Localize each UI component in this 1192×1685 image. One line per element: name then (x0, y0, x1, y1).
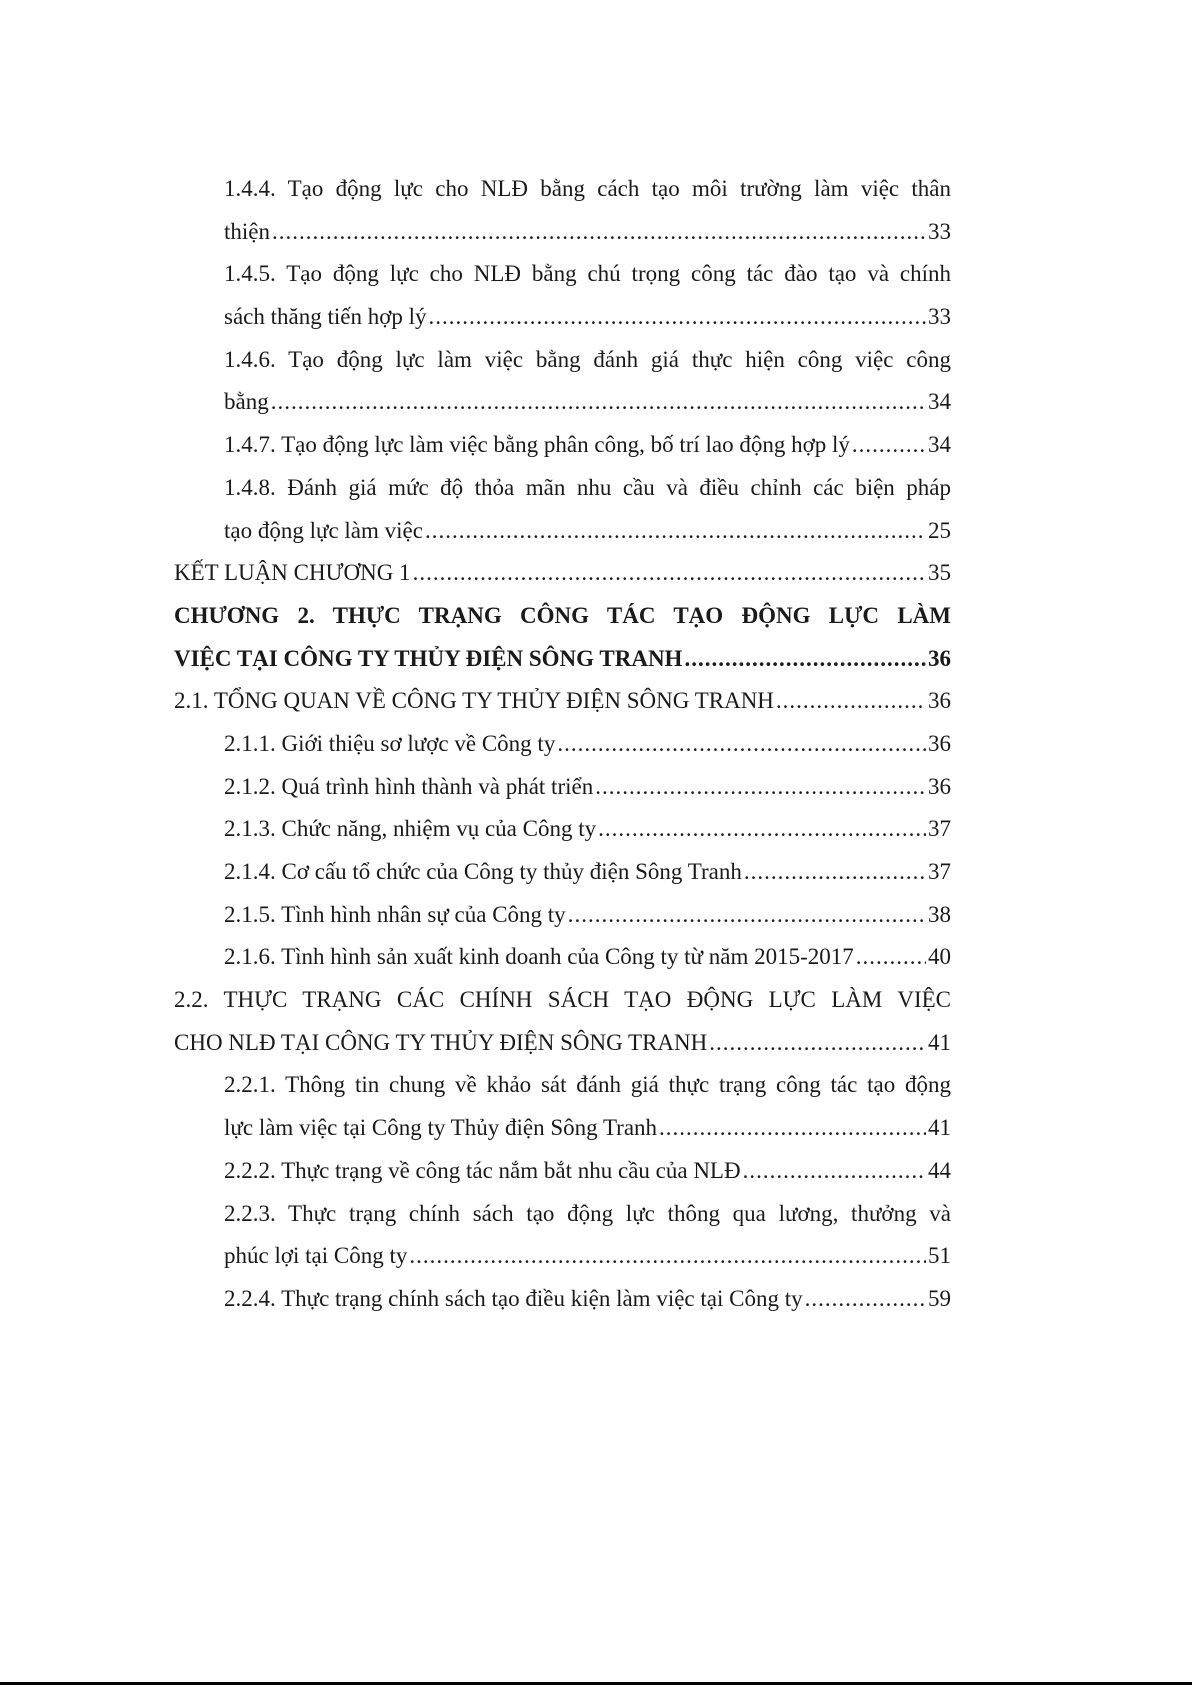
toc-entry[interactable] (174, 1150, 951, 1193)
toc-entry[interactable] (174, 851, 951, 894)
toc-entry-leader-line (224, 1278, 951, 1321)
toc-page-number: 36 (928, 645, 951, 671)
toc-entry-title: 1.4.7. Tạo động lực làm việc bằng phân công, bố trí lao động hợp lý (224, 432, 850, 458)
toc-entry-text-line: 2.2.3. Thực trạng chính sách tạo động lực thông qua lương, thưởng và (224, 1200, 951, 1226)
toc-entry[interactable] (174, 1278, 951, 1321)
toc-entry-text-line: 2.2.1. Thông tin chung về khảo sát đánh giá thực trạng công tác tạo động (224, 1072, 951, 1098)
toc-page-number: 38 (928, 901, 951, 927)
toc-entry[interactable] (174, 168, 951, 253)
toc-entry[interactable] (174, 979, 951, 1064)
toc-page-number: 36 (928, 730, 951, 756)
toc-entry[interactable] (174, 723, 951, 766)
toc-entry[interactable] (174, 1064, 951, 1149)
toc-entry-leader-line (224, 851, 951, 894)
toc-entry-leader-line (224, 808, 951, 851)
dot-leader (429, 296, 926, 339)
toc-entry-title: VIỆC TẠI CÔNG TY THỦY ĐIỆN SÔNG TRANH (174, 645, 683, 671)
dot-leader (709, 1022, 926, 1065)
toc-entry[interactable] (174, 680, 951, 723)
toc-entry-title: 2.1.6. Tình hình sản xuất kinh doanh của Công ty từ năm 2015-2017 (224, 944, 854, 970)
toc-entry[interactable] (174, 467, 951, 552)
toc-page-number: 41 (928, 1115, 951, 1141)
toc-entry-leader-line (174, 680, 951, 723)
toc-entry[interactable] (174, 1193, 951, 1278)
toc-entry-title: 2.2.4. Thực trạng chính sách tạo điều kiện làm việc tại Công ty (224, 1285, 803, 1311)
dot-leader (413, 552, 926, 595)
toc-entry-leader-line (224, 1107, 951, 1150)
toc-page-number: 34 (928, 432, 951, 458)
toc-entry[interactable] (174, 936, 951, 979)
toc-entry-leader-line (174, 638, 951, 681)
toc-entry-text-line: 1.4.8. Đánh giá mức độ thỏa mãn nhu cầu và điều chỉnh các biện pháp (224, 474, 951, 500)
toc-entry-title: 2.1.2. Quá trình hình thành và phát triển (224, 773, 594, 799)
toc-entry-leader-line (224, 510, 951, 553)
toc-page-number: 25 (928, 517, 951, 543)
dot-leader (568, 894, 926, 937)
toc-entry-text-line: 1.4.4. Tạo động lực cho NLĐ bằng cách tạo môi trường làm việc thân (224, 176, 951, 201)
dot-leader (776, 680, 926, 723)
dot-leader (852, 424, 926, 467)
toc-entry-leader-line (224, 211, 951, 254)
toc-page-number: 59 (928, 1285, 951, 1311)
toc-entry-leader-line (224, 894, 951, 937)
toc-entry-title: 2.2.2. Thực trạng về công tác nắm bắt nhu cầu của NLĐ (224, 1157, 741, 1183)
toc-entry-title: 2.1. TỔNG QUAN VỀ CÔNG TY THỦY ĐIỆN SÔNG TRANH (174, 688, 774, 714)
table-of-contents (174, 168, 951, 1321)
toc-entry-title: thiện (224, 218, 270, 244)
toc-page-number: 34 (928, 389, 951, 415)
toc-entry-title: bằng (224, 389, 269, 415)
dot-leader (598, 808, 926, 851)
toc-page-number: 37 (928, 859, 951, 884)
dot-leader (856, 936, 926, 979)
dot-leader (557, 723, 926, 766)
dot-leader (743, 1150, 926, 1193)
dot-leader (684, 638, 926, 681)
dot-leader (271, 381, 926, 424)
toc-page-number: 51 (928, 1243, 951, 1269)
toc-page-number: 44 (928, 1157, 951, 1183)
toc-entry[interactable] (174, 424, 951, 467)
toc-page-number: 40 (928, 944, 951, 970)
toc-page-number: 33 (928, 218, 951, 244)
toc-entry[interactable] (174, 552, 951, 595)
toc-page-number: 33 (928, 304, 951, 330)
toc-entry[interactable] (174, 595, 951, 680)
toc-entry-leader-line (224, 424, 951, 467)
toc-entry[interactable] (174, 253, 951, 338)
toc-page-number: 37 (928, 816, 951, 842)
toc-entry[interactable] (174, 339, 951, 424)
toc-entry[interactable] (174, 808, 951, 851)
dot-leader (272, 211, 926, 254)
toc-entry-text-line: 1.4.5. Tạo động lực cho NLĐ bằng chú trọng công tác đào tạo và chính (224, 261, 951, 287)
toc-entry-leader-line (224, 723, 951, 766)
toc-entry-title: tạo động lực làm việc (224, 517, 423, 543)
toc-page-number: 35 (928, 560, 951, 586)
toc-entry-title: sách thăng tiến hợp lý (224, 304, 427, 330)
toc-entry-title: CHO NLĐ TẠI CÔNG TY THỦY ĐIỆN SÔNG TRANH (174, 1029, 708, 1055)
toc-entry[interactable] (174, 894, 951, 937)
toc-entry-text-line: 2.2. THỰC TRẠNG CÁC CHÍNH SÁCH TẠO ĐỘNG LỰC LÀM VIỆC (174, 987, 951, 1013)
dot-leader (409, 1235, 926, 1278)
toc-entry-text-line: 1.4.6. Tạo động lực làm việc bằng đánh giá thực hiện công việc công (224, 346, 951, 372)
toc-entry-title: lực làm việc tại Công ty Thủy điện Sông Tranh (224, 1115, 658, 1141)
dot-leader (659, 1107, 926, 1150)
dot-leader (744, 851, 926, 894)
toc-entry[interactable] (174, 766, 951, 809)
toc-page-number: 41 (928, 1029, 951, 1055)
toc-entry-leader-line (174, 552, 951, 595)
toc-entry-title: 2.1.4. Cơ cấu tổ chức của Công ty thủy điện Sông Tranh (224, 859, 742, 884)
toc-entry-title: 2.1.3. Chức năng, nhiệm vụ của Công ty (224, 816, 597, 842)
toc-entry-title: 2.1.5. Tình hình nhân sự của Công ty (224, 901, 566, 927)
toc-entry-title: KẾT LUẬN CHƯƠNG 1 (174, 560, 411, 586)
dot-leader (805, 1278, 926, 1321)
dot-leader (595, 766, 926, 809)
toc-page-number: 36 (928, 688, 951, 714)
toc-entry-leader-line (224, 1235, 951, 1278)
toc-entry-leader-line (224, 296, 951, 339)
dot-leader (425, 510, 926, 553)
toc-entry-leader-line (224, 936, 951, 979)
toc-entry-title: phúc lợi tại Công ty (224, 1243, 408, 1269)
toc-entry-text-line: CHƯƠNG 2. THỰC TRẠNG CÔNG TÁC TẠO ĐỘNG LỰC LÀM (174, 602, 951, 628)
toc-entry-leader-line (224, 1150, 951, 1193)
toc-entry-title: 2.1.1. Giới thiệu sơ lược về Công ty (224, 730, 556, 756)
toc-entry-leader-line (224, 381, 951, 424)
toc-entry-leader-line (224, 766, 951, 809)
toc-page-number: 36 (928, 773, 951, 799)
toc-entry-leader-line (174, 1022, 951, 1065)
